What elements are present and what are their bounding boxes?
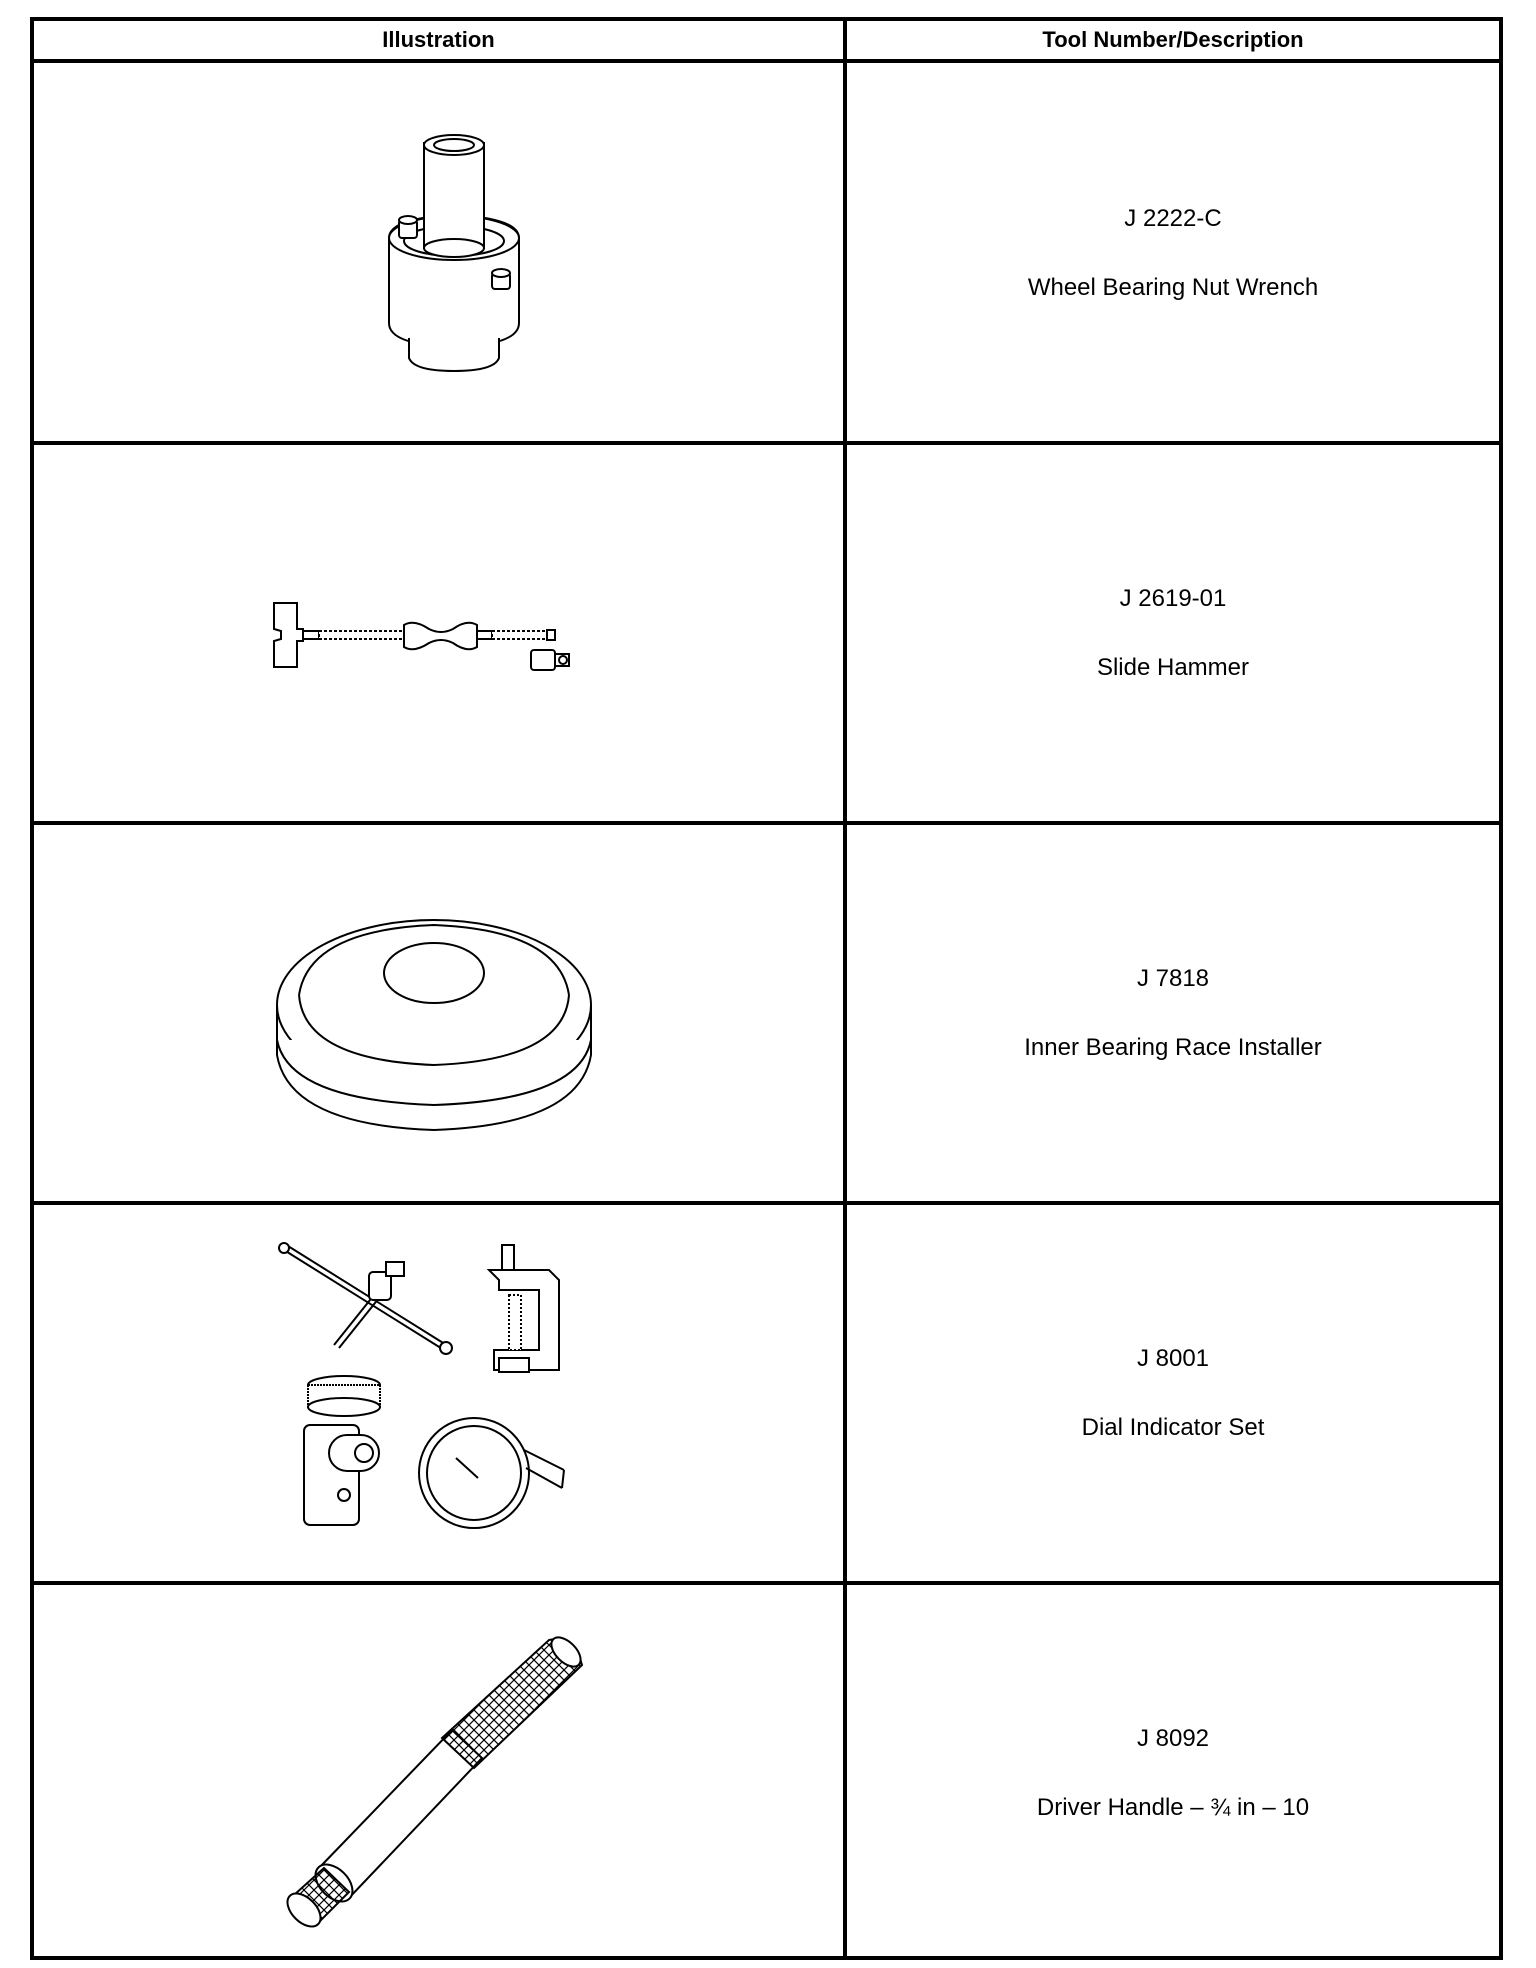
header-tool-description: Tool Number/Description — [1042, 27, 1304, 52]
tool-description: Slide Hammer — [1096, 654, 1250, 681]
tool-number: J 2619-01 — [1119, 585, 1227, 612]
table-row — [34, 1581, 1499, 1956]
tool-number: J 7818 — [1136, 965, 1210, 992]
illustration-cell — [34, 63, 843, 441]
table-row — [34, 63, 1499, 441]
slide-hammer-icon — [269, 595, 599, 675]
tool-description: Wheel Bearing Nut Wrench — [1027, 274, 1319, 301]
tool-number: J 8092 — [1136, 1725, 1210, 1752]
tool-description-cell — [847, 825, 1499, 1201]
driver-handle-icon — [274, 1630, 604, 1940]
table-header — [34, 21, 1499, 63]
table-row — [34, 441, 1499, 821]
tool-description-cell — [847, 63, 1499, 441]
table-row — [34, 821, 1499, 1201]
dial-indicator-set-icon — [274, 1240, 604, 1540]
tool-number: J 2222-C — [1124, 205, 1222, 232]
header-illustration: Illustration — [382, 27, 495, 52]
illustration-cell — [34, 1585, 843, 1956]
tool-description-cell — [847, 445, 1499, 821]
table-row — [34, 1201, 1499, 1581]
special-tools-table — [30, 17, 1503, 1960]
illustration-cell — [34, 1205, 843, 1581]
tool-description: Driver Handle – ¾ in – 10 — [1036, 1794, 1310, 1821]
illustration-cell — [34, 825, 843, 1201]
race-installer-icon — [269, 875, 599, 1145]
tool-description: Inner Bearing Race Installer — [1024, 1034, 1322, 1061]
tool-description-cell — [847, 1205, 1499, 1581]
tool-number: J 8001 — [1136, 1345, 1210, 1372]
tool-description: Dial Indicator Set — [1081, 1414, 1265, 1441]
illustration-cell — [34, 445, 843, 821]
wheel-bearing-nut-wrench-icon — [354, 123, 554, 378]
tool-description-cell — [847, 1585, 1499, 1956]
